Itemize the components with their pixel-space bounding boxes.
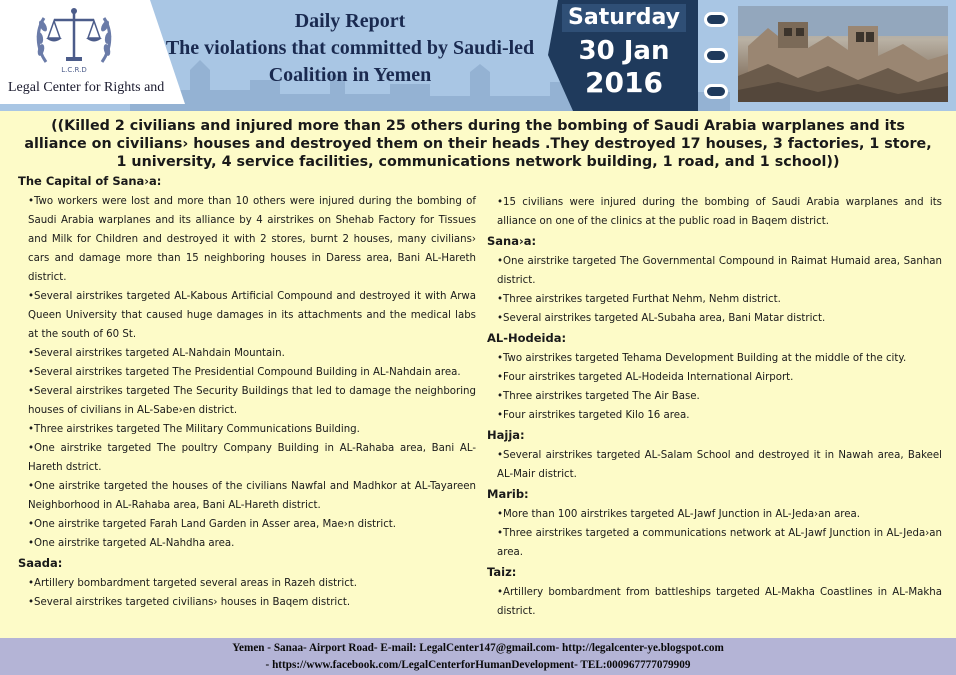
section-saada (18, 555, 476, 612)
section-title: Taiz: (487, 565, 517, 579)
section-sanaa (487, 233, 942, 328)
report-year: 2016 (585, 66, 663, 99)
title-line-3: Coalition in Yemen (268, 64, 432, 86)
footer-line-2: - https://www.facebook.com/LegalCenterforHumanDevelopment- TEL:00096777707990​9 (265, 659, 691, 671)
section-title: Sana›a: (487, 234, 537, 248)
binder-ring-icon (704, 48, 728, 63)
binder-rings (698, 8, 728, 103)
section-hajja (487, 427, 942, 484)
section-marib (487, 486, 942, 562)
list-item: •Three airstrikes targeted The Air Base. (497, 391, 700, 402)
list-item: •One airstrike targeted the houses of the civilians Nawfal and Madhkor at AL-Tayareen Neighborhood in AL-Rahaba area, Bani AL-Hareth district. (28, 481, 476, 511)
list-item: •Two workers were lost and more than 10 others were injured during the bombing of Saudi Arabia warplanes and its alliance by 4 airstrikes on Shehab Factory for Tissues and Milk for Children and destroyed it with 2 stores, burnt 2 houses, many civilians› cars and damage more than 15 neighboring houses in Daress area, Bani AL-Hareth district. (28, 196, 476, 283)
list-item: •Three airstrikes targeted Furthat Nehm, Nehm district. (497, 294, 781, 305)
report-title (150, 8, 550, 89)
list-item: •Several airstrikes targeted civilians› houses in Baqem district. (28, 597, 351, 608)
list-item: •Four airstrikes targeted Kilo 16 area. (497, 410, 690, 421)
list-item: •One airstrike targeted AL-Nahdha area. (28, 538, 235, 549)
contact-footer (0, 638, 956, 675)
list-item: •Several airstrikes targeted The Security Buildings that led to damage the neighboring houses of civilians in AL-Sabe›en district. (28, 386, 476, 416)
list-item: •Several airstrikes targeted The Presidential Compound Building in AL-Nahdain area. (28, 367, 461, 378)
report-date: 30 Jan (578, 36, 670, 66)
list-item: •Three airstrikes targeted The Military Communications Building. (28, 424, 360, 435)
summary-headline: ((Killed 2 civilians and injured more than 25 others during the bombing of Saudi Arabia warplanes and its alliance on civilians› houses and destroyed them on their heads .They destroyed 17 houses, 3 factories, 1 store, 1 university, 4 service facilities, communications network building, 1 road, and 1 school)) (24, 118, 932, 170)
list-item: •One airstrike targeted The Governmental Compound in Raimat Humaid area, Sanhan district. (497, 256, 942, 286)
list-item: •15 civilians were injured during the bombing of Saudi Arabia warplanes and its alliance on one of the clinics at the public road in Baqem district. (497, 197, 942, 227)
list-item: •Artillery bombardment from battleships targeted AL-Makha Coastlines in AL-Makha district. (497, 587, 942, 617)
title-line-2: The violations that committed by Saudi-led (165, 37, 535, 59)
list-item: •One airstrike targeted Farah Land Garden in Asser area, Mae›n district. (28, 519, 397, 530)
list-item: •Several airstrikes targeted AL-Salam School and destroyed it in Nawah area, Bakeel AL-Mair district. (497, 450, 942, 480)
list-item: •One airstrike targeted The poultry Company Building in AL-Rahaba area, Bani AL-Hareth dstrict. (28, 443, 476, 473)
list-item: •Artillery bombardment targeted several areas in Razeh district. (28, 578, 358, 589)
report-header (0, 0, 956, 111)
section-al-hodeida (487, 330, 942, 425)
right-column (487, 193, 942, 623)
left-column (18, 173, 476, 614)
list-item: •Four airstrikes targeted AL-Hodeida International Airport. (497, 372, 794, 383)
section-title: Hajja: (487, 428, 525, 442)
list-item: •Two airstrikes targeted Tehama Development Building at the middle of the city. (497, 353, 907, 364)
binder-ring-icon (704, 12, 728, 27)
section-title: Marib: (487, 487, 529, 501)
list-item: •Several airstrikes targeted AL-Nahdain Mountain. (28, 348, 285, 359)
binder-ring-icon (704, 84, 728, 99)
section-taiz (487, 564, 942, 621)
section-title: AL-Hodeida: (487, 331, 567, 345)
list-item: •Several airstrikes targeted AL-Subaha area, Bani Matar district. (497, 313, 826, 324)
destroyed-building-photo (738, 6, 948, 102)
section-title: Saada: (18, 556, 63, 570)
organization-name: Legal Center for Rights and (8, 80, 165, 95)
section-capital-sanaa (18, 173, 476, 553)
section-title: The Capital of Sana›a: (18, 174, 162, 188)
list-item: •Three airstrikes targeted a communications network at AL-Jawf Junction in AL-Jeda›an area. (497, 528, 942, 558)
footer-line-1: Yemen - Sanaa- Airport Road- E-mail: LegalCenter147@gmail.com- http://legalcenter-ye.blogspot.com (232, 642, 724, 654)
list-item: •Several airstrikes targeted AL-Kabous Artificial Compound and destroyed it with Arwa Queen University that caused huge damages in its attachments and the medical labs at the south of 60 St. (28, 291, 476, 340)
scales-of-justice-logo (34, 2, 114, 78)
section-saada-continued (487, 193, 942, 231)
report-day: Saturday (562, 4, 686, 32)
list-item: •More than 100 airstrikes targeted AL-Jawf Junction in AL-Jeda›an area. (497, 509, 861, 520)
report-body (0, 111, 956, 638)
title-line-1: Daily Report (294, 10, 406, 32)
svg-text:L.C.R.D: L.C.R.D (61, 66, 87, 74)
